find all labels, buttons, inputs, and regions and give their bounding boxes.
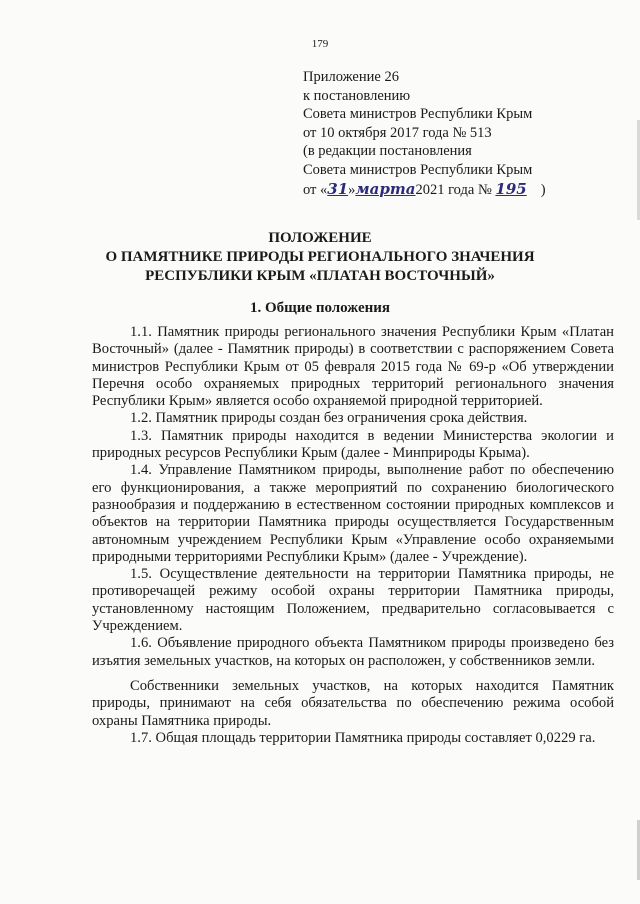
page-number: 179: [311, 38, 329, 50]
handwritten-day: 31: [327, 179, 349, 198]
title-line-1: ПОЛОЖЕНИЕ: [268, 230, 372, 246]
document-title: [60, 229, 580, 286]
appendix-block: [303, 68, 623, 199]
date-quote: »: [348, 181, 356, 198]
appendix-line: от 10 октября 2017 года № 513: [303, 124, 492, 141]
section-heading: 1. Общие положения: [249, 300, 391, 316]
paragraph-1-6: 1.6. Объявление природного объекта Памятником природы произведено без изъятия земельных участков, на которых он расположен, у собственников земли.: [92, 635, 614, 669]
date-year: 2021 года №: [415, 181, 496, 198]
paragraph-1-3: 1.3. Памятник природы находится в ведении Министерства экологии и природных ресурсов Республики Крым (далее - Минприроды Крыма).: [92, 427, 614, 462]
date-prefix: от «: [303, 181, 328, 198]
paragraph-1-7: 1.7. Общая площадь территории Памятника природы составляет 0,0229 га.: [130, 729, 596, 746]
paragraph-1-4: 1.4. Управление Памятником природы, выполнение работ по обеспечению его функционирования, а также мероприятий по сохранению биологического разнообразия и поддержанию в естественном состоянии природных комплексов и объектов на территории Памятника природы осуществляется Государственным автономным учреждением Республики Крым «Управление особо охраняемыми природными территориями Республики Крым» (далее - Учреждение).: [92, 462, 614, 565]
handwritten-month: марта: [355, 179, 416, 198]
title-line-3: РЕСПУБЛИКИ КРЫМ «ПЛАТАН ВОСТОЧНЫЙ»: [145, 268, 495, 284]
paragraph-1-1: 1.1. Памятник природы регионального значения Республики Крым «Платан Восточный» (далее - Памятник природы) в соответствии с распоряжением Совета министров Республики Крым от 05 февраля 2015 года № 69-р «Об утверждении Перечня особо охраняемых природных территорий регионального значения Республики Крым» является особо охраняемой природной территорией.: [92, 324, 614, 410]
handwritten-number: 195: [495, 179, 527, 198]
appendix-line: (в редакции постановления: [303, 143, 472, 160]
appendix-date-line: [303, 180, 623, 200]
paragraph-owners: Собственники земельных участков, на которых находится Памятник природы, принимают на себя обязательства по обеспечению режима особой охраны Памятника природы.: [92, 677, 614, 729]
appendix-line: Совета министров Республики Крым: [303, 161, 533, 178]
appendix-line: Совета министров Республики Крым: [303, 106, 533, 123]
appendix-line: к постановлению: [303, 87, 411, 104]
document-body: [92, 324, 614, 747]
title-line-2: О ПАМЯТНИКЕ ПРИРОДЫ РЕГИОНАЛЬНОГО ЗНАЧЕНИЯ: [105, 249, 535, 265]
appendix-line: Приложение 26: [303, 69, 399, 85]
date-closing: ): [540, 181, 546, 198]
paragraph-1-5: 1.5. Осуществление деятельности на территории Памятника природы, не противоречащей режиму особой охраны территории Памятника природы, установленному настоящим Положением, предварительно согласовывается с Учреждением.: [92, 566, 614, 635]
paragraph-1-2: 1.2. Памятник природы создан без ограничения срока действия.: [130, 410, 528, 427]
